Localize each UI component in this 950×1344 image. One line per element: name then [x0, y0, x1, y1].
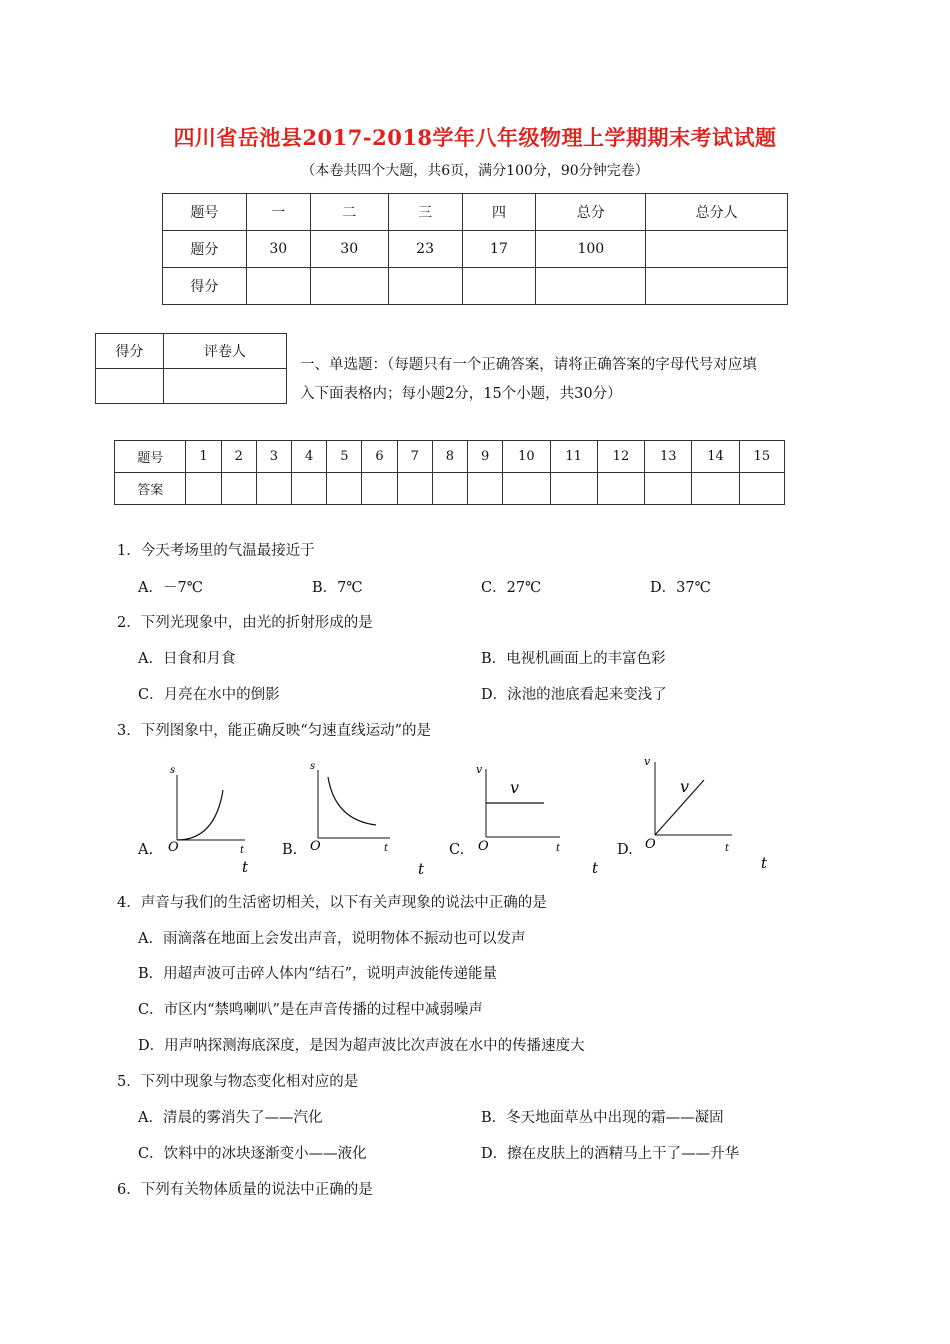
score-table-cell[interactable] — [646, 268, 788, 305]
q3-b-xlabel-big: t — [418, 860, 425, 878]
answer-question-number: 3 — [256, 441, 291, 473]
grader-table — [95, 333, 287, 404]
q3-b-xlabel-small: t — [384, 843, 389, 854]
score-table-cell: 23 — [388, 231, 462, 268]
answer-question-number: 6 — [362, 441, 397, 473]
q3-a-xlabel-small: t — [240, 845, 245, 856]
answer-cell[interactable] — [256, 473, 291, 505]
score-table-cell: 100 — [536, 231, 646, 268]
score-table-cell: 17 — [462, 231, 536, 268]
score-table-cell[interactable] — [246, 268, 310, 305]
grader-name-cell[interactable] — [163, 369, 286, 404]
score-table-header-cell: 三 — [388, 194, 462, 231]
answer-table-answer-label: 答案 — [115, 473, 186, 505]
score-table — [162, 193, 788, 305]
score-table-cell[interactable] — [462, 268, 536, 305]
q3-option-b-label[interactable]: B. — [282, 842, 298, 858]
answer-cell[interactable] — [597, 473, 644, 505]
answer-cell[interactable] — [362, 473, 397, 505]
answer-cell[interactable] — [432, 473, 467, 505]
answer-question-number: 5 — [327, 441, 362, 473]
q3-d-xlabel-big: t — [761, 854, 768, 872]
answer-question-number: 1 — [186, 441, 221, 473]
q2-option-d[interactable]: D．泳池的池底看起来变浅了 — [481, 687, 667, 703]
q3-d-xlabel-small: t — [725, 843, 730, 854]
grader-score-cell[interactable] — [96, 369, 164, 404]
score-table-header-cell: 二 — [310, 194, 388, 231]
section1-line1: 一、单选题：（每题只有一个正确答案，请将正确答案的字母代号对应填 — [300, 357, 757, 373]
answer-table-header-row — [115, 441, 785, 473]
q3-b-curve — [328, 777, 376, 825]
answer-question-number: 15 — [739, 441, 784, 473]
answer-table-row-label: 题号 — [115, 441, 186, 473]
q1-option-b[interactable]: B．7℃ — [312, 580, 363, 596]
q3-a-curve — [177, 790, 223, 840]
q5-stem: 5．下列中现象与物态变化相对应的是 — [117, 1074, 359, 1090]
answer-question-number: 8 — [432, 441, 467, 473]
q3-c-xlabel-big: t — [592, 859, 599, 877]
q1-stem: 1．今天考场里的气温最接近于 — [117, 543, 315, 559]
answer-cell[interactable] — [645, 473, 692, 505]
answer-question-number: 11 — [550, 441, 597, 473]
score-table-header-cell: 题号 — [163, 194, 247, 231]
q1-option-a[interactable]: A．－7℃ — [138, 580, 203, 596]
score-table-cell: 30 — [310, 231, 388, 268]
score-table-cell[interactable] — [646, 231, 788, 268]
q6-stem: 6．下列有关物体质量的说法中正确的是 — [117, 1182, 373, 1198]
q3-a-xlabel-big: t — [242, 858, 249, 875]
q3-stem: 3．下列图象中，能正确反映“匀速直线运动”的是 — [117, 723, 432, 739]
answer-question-number: 13 — [645, 441, 692, 473]
q4-option-c[interactable]: C．市区内“禁鸣喇叭”是在声音传播的过程中减弱噪声 — [138, 1002, 483, 1018]
q5-option-a[interactable]: A．清晨的雾消失了——汽化 — [138, 1110, 323, 1126]
answer-cell[interactable] — [468, 473, 503, 505]
section1-line2: 入下面表格内；每小题2分，15个小题，共30分） — [300, 386, 622, 402]
q3-graph-c[interactable] — [470, 755, 610, 880]
grader-score-label: 得分 — [96, 334, 164, 369]
answer-cell[interactable] — [292, 473, 327, 505]
score-table-row-label: 题分 — [163, 231, 247, 268]
q3-option-c-label[interactable]: C. — [449, 842, 465, 858]
answer-cell[interactable] — [327, 473, 362, 505]
q3-c-ylabel: v — [476, 763, 483, 776]
q3-b-ylabel: s — [310, 761, 316, 772]
q4-option-a[interactable]: A．雨滴落在地面上会发出声音，说明物体不振动也可以发声 — [138, 931, 526, 947]
score-table-row — [163, 268, 788, 305]
answer-question-number: 12 — [597, 441, 644, 473]
q5-option-d[interactable]: D．擦在皮肤上的酒精马上干了——升华 — [481, 1146, 740, 1162]
q3-a-origin: O — [168, 840, 179, 855]
answer-table — [114, 440, 785, 505]
score-table-cell[interactable] — [536, 268, 646, 305]
q1-option-d[interactable]: D．37℃ — [650, 580, 711, 596]
score-table-cell[interactable] — [310, 268, 388, 305]
score-table-row-label: 得分 — [163, 268, 247, 305]
answer-cell[interactable] — [186, 473, 221, 505]
q1-option-c[interactable]: C．27℃ — [481, 580, 542, 596]
answer-question-number: 10 — [503, 441, 550, 473]
q3-d-origin: O — [645, 837, 656, 852]
q3-c-xlabel-small: t — [556, 843, 561, 854]
q5-option-b[interactable]: B．冬天地面草丛中出现的霜——凝固 — [481, 1110, 724, 1126]
q2-option-a[interactable]: A．日食和月食 — [138, 651, 236, 667]
q2-option-c[interactable]: C．月亮在水中的倒影 — [138, 687, 280, 703]
score-table-row — [163, 231, 788, 268]
score-table-header-cell: 总分人 — [646, 194, 788, 231]
answer-question-number: 4 — [292, 441, 327, 473]
q3-c-curve-label: v — [510, 778, 520, 797]
q3-a-ylabel: s — [170, 765, 176, 776]
score-table-cell[interactable] — [388, 268, 462, 305]
answer-question-number: 9 — [468, 441, 503, 473]
q4-option-b[interactable]: B．用超声波可击碎人体内“结石”，说明声波能传递能量 — [138, 966, 497, 982]
q5-option-c[interactable]: C．饮料中的冰块逐渐变小——液化 — [138, 1146, 367, 1162]
score-table-header-cell: 一 — [246, 194, 310, 231]
exam-info: （本卷共四个大题，共6页，满分100分，90分钟完卷） — [301, 163, 649, 179]
q2-stem: 2．下列光现象中，由光的折射形成的是 — [117, 615, 373, 631]
answer-question-number: 14 — [692, 441, 739, 473]
q3-option-a-label[interactable]: A. — [138, 842, 154, 858]
answer-question-number: 2 — [221, 441, 256, 473]
q3-d-ylabel: v — [644, 755, 651, 768]
q4-option-d[interactable]: D．用声呐探测海底深度，是因为超声波比次声波在水中的传播速度大 — [138, 1038, 585, 1054]
answer-table-answer-row — [115, 473, 785, 505]
score-table-header-cell: 四 — [462, 194, 536, 231]
score-table-cell: 30 — [246, 231, 310, 268]
q3-graph-a[interactable] — [160, 755, 270, 875]
q3-b-origin: O — [310, 839, 321, 854]
answer-cell[interactable] — [739, 473, 784, 505]
score-table-row — [163, 194, 788, 231]
q4-stem: 4．声音与我们的生活密切相关，以下有关声现象的说法中正确的是 — [117, 895, 547, 911]
score-table-header-cell: 总分 — [536, 194, 646, 231]
answer-cell[interactable] — [692, 473, 739, 505]
page-title: 四川省岳池县2017-2018学年八年级物理上学期期末考试试题 — [173, 125, 777, 150]
q3-c-origin: O — [478, 839, 489, 854]
q3-graph-b[interactable] — [300, 755, 440, 880]
answer-question-number: 7 — [397, 441, 432, 473]
q3-graph-d[interactable] — [640, 750, 780, 875]
answer-cell[interactable] — [221, 473, 256, 505]
q3-d-curve-label: v — [680, 777, 690, 796]
q3-option-d-label[interactable]: D. — [617, 842, 633, 858]
answer-cell[interactable] — [550, 473, 597, 505]
q2-option-b[interactable]: B．电视机画面上的丰富色彩 — [481, 651, 666, 667]
section1-heading — [300, 351, 757, 409]
answer-cell[interactable] — [397, 473, 432, 505]
answer-cell[interactable] — [503, 473, 550, 505]
grader-name-label: 评卷人 — [163, 334, 286, 369]
